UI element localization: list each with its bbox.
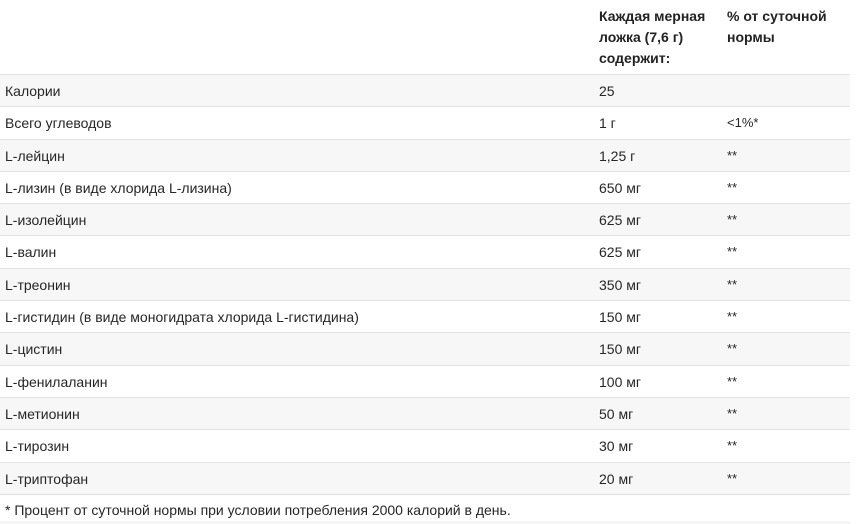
table-row bbox=[0, 366, 850, 398]
nutrient-amount: 30 мг bbox=[599, 438, 634, 455]
daily-value: ** bbox=[727, 405, 738, 421]
table-row bbox=[0, 301, 850, 333]
nutrient-name: L-лейцин bbox=[5, 147, 65, 164]
daily-value: ** bbox=[727, 179, 738, 195]
nutrient-name: Калории bbox=[5, 83, 61, 99]
nutrient-name: L-триптофан bbox=[5, 470, 89, 487]
nutrient-name: L-метионин bbox=[5, 405, 80, 422]
table-row bbox=[0, 333, 850, 365]
nutrient-amount: 1 г bbox=[599, 115, 616, 132]
nutrient-amount: 20 мг bbox=[599, 470, 634, 487]
nutrient-name: L-гистидин (в виде моногидрата хлорида L-гистидина) bbox=[5, 309, 359, 326]
nutrient-amount: 50 мг bbox=[599, 405, 634, 422]
table-row bbox=[0, 172, 850, 204]
table-row bbox=[0, 398, 850, 430]
table-row bbox=[0, 269, 850, 301]
daily-value: ** bbox=[727, 244, 738, 260]
nutrient-amount: 625 мг bbox=[599, 212, 641, 229]
table-row bbox=[0, 236, 850, 268]
table-row bbox=[0, 75, 850, 107]
nutrient-amount: 100 мг bbox=[599, 373, 641, 390]
nutrient-name: L-цистин bbox=[5, 341, 63, 358]
daily-value: ** bbox=[727, 212, 738, 228]
nutrient-name: Всего углеводов bbox=[5, 115, 112, 132]
daily-value: ** bbox=[727, 341, 738, 357]
nutrient-name: L-валин bbox=[5, 244, 57, 261]
daily-value: ** bbox=[727, 470, 738, 486]
daily-value: ** bbox=[727, 147, 738, 163]
nutrient-name: L-фенилаланин bbox=[5, 373, 108, 390]
nutrient-amount: 150 мг bbox=[599, 309, 641, 326]
daily-value: ** bbox=[727, 309, 738, 325]
amount-column-header: Каждая мерная ложка (7,6 г) содержит: bbox=[599, 8, 706, 66]
nutrient-amount: 1,25 г bbox=[599, 147, 636, 164]
table-row bbox=[0, 107, 850, 139]
table-body bbox=[0, 75, 850, 495]
nutrient-name: L-изолейцин bbox=[5, 212, 87, 229]
daily-value: ** bbox=[727, 438, 738, 454]
daily-value: ** bbox=[727, 276, 738, 292]
nutrient-amount: 350 мг bbox=[599, 276, 641, 293]
table-header bbox=[0, 0, 850, 75]
nutrient-amount: 625 мг bbox=[599, 244, 641, 261]
nutrient-amount: 25 bbox=[599, 83, 615, 99]
nutrient-amount: 650 мг bbox=[599, 179, 641, 196]
table-row bbox=[0, 463, 850, 495]
table-row bbox=[0, 204, 850, 236]
footnote: * Процент от суточной нормы при условии потребления 2000 калорий в день. bbox=[5, 502, 511, 518]
nutrient-name: L-треонин bbox=[5, 276, 71, 293]
table-row bbox=[0, 140, 850, 172]
table-row bbox=[0, 430, 850, 462]
nutrient-name: L-тирозин bbox=[5, 438, 70, 455]
daily-value: ** bbox=[727, 373, 738, 389]
nutrient-amount: 150 мг bbox=[599, 341, 641, 358]
daily-value: <1%* bbox=[727, 115, 759, 131]
nutrient-name: L-лизин (в виде хлорида L-лизина) bbox=[5, 179, 232, 196]
daily-value-column-header: % от суточной нормы bbox=[727, 8, 827, 45]
